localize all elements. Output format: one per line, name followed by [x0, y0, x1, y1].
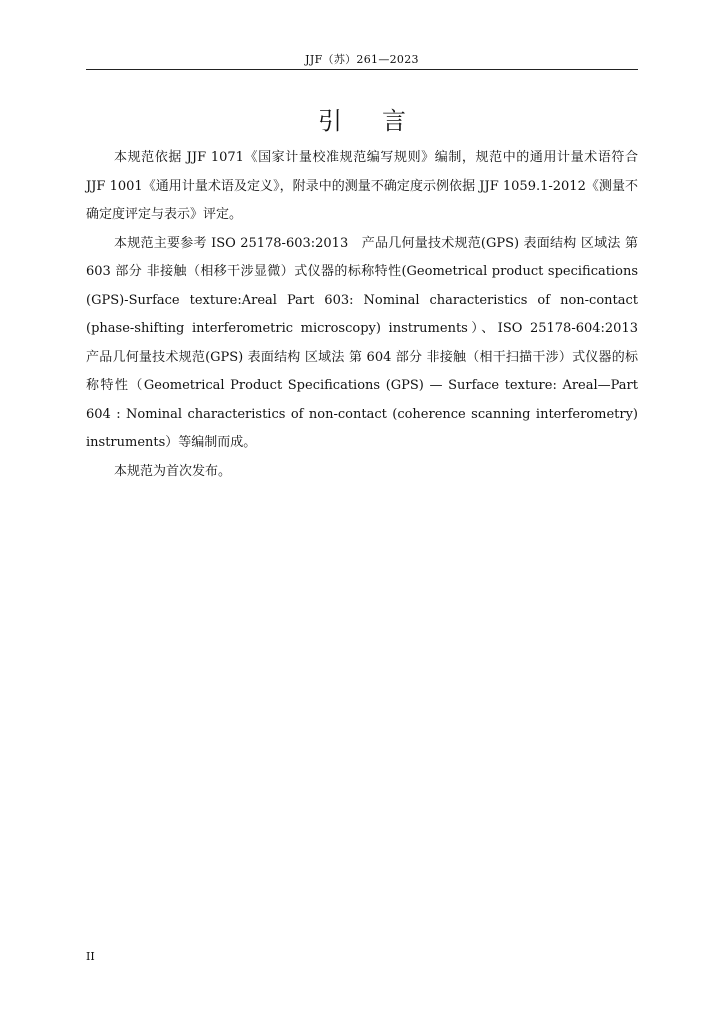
- paragraph-references: 本规范主要参考 ISO 25178-603:2013 产品几何量技术规范(GPS) 表面结构 区域法 第 603 部分 非接触（相移干涉显微）式仪器的标称特性(Geometrical product specifications (GPS)-Surface texture:Areal Part 603: Nominal characteristics of non-contact (phase-shifting interferometric microscopy) instruments）、ISO 25178-604:2013 产品几何量技术规范(GPS) 表面结构 区域法 第 604 部分 非接触（相干扫描干涉）式仪器的标称特性（Geometrical Product Specifications (GPS) — Surface texture: Areal—Part 604 : Nominal characteristics of non-contact (coherence scanning interferometry) instruments）等编制而成。: [86, 235, 652, 450]
- paragraph-first-release: 本规范为首次发布。: [114, 463, 232, 479]
- running-header: JJF（苏）261—2023: [305, 53, 419, 66]
- paragraph-basis: 本规范依据 JJF 1071《国家计量校准规范编写规则》编制，规范中的通用计量术语符合 JJF 1001《通用计量术语及定义》，附录中的测量不确定度示例依据 JJF 1059.1-2012《测量不确定度评定与表示》评定。: [86, 150, 638, 222]
- header-rule: [86, 69, 638, 70]
- body-text: [86, 144, 652, 486]
- page-title: 引言: [318, 107, 446, 136]
- page-number: II: [86, 950, 95, 963]
